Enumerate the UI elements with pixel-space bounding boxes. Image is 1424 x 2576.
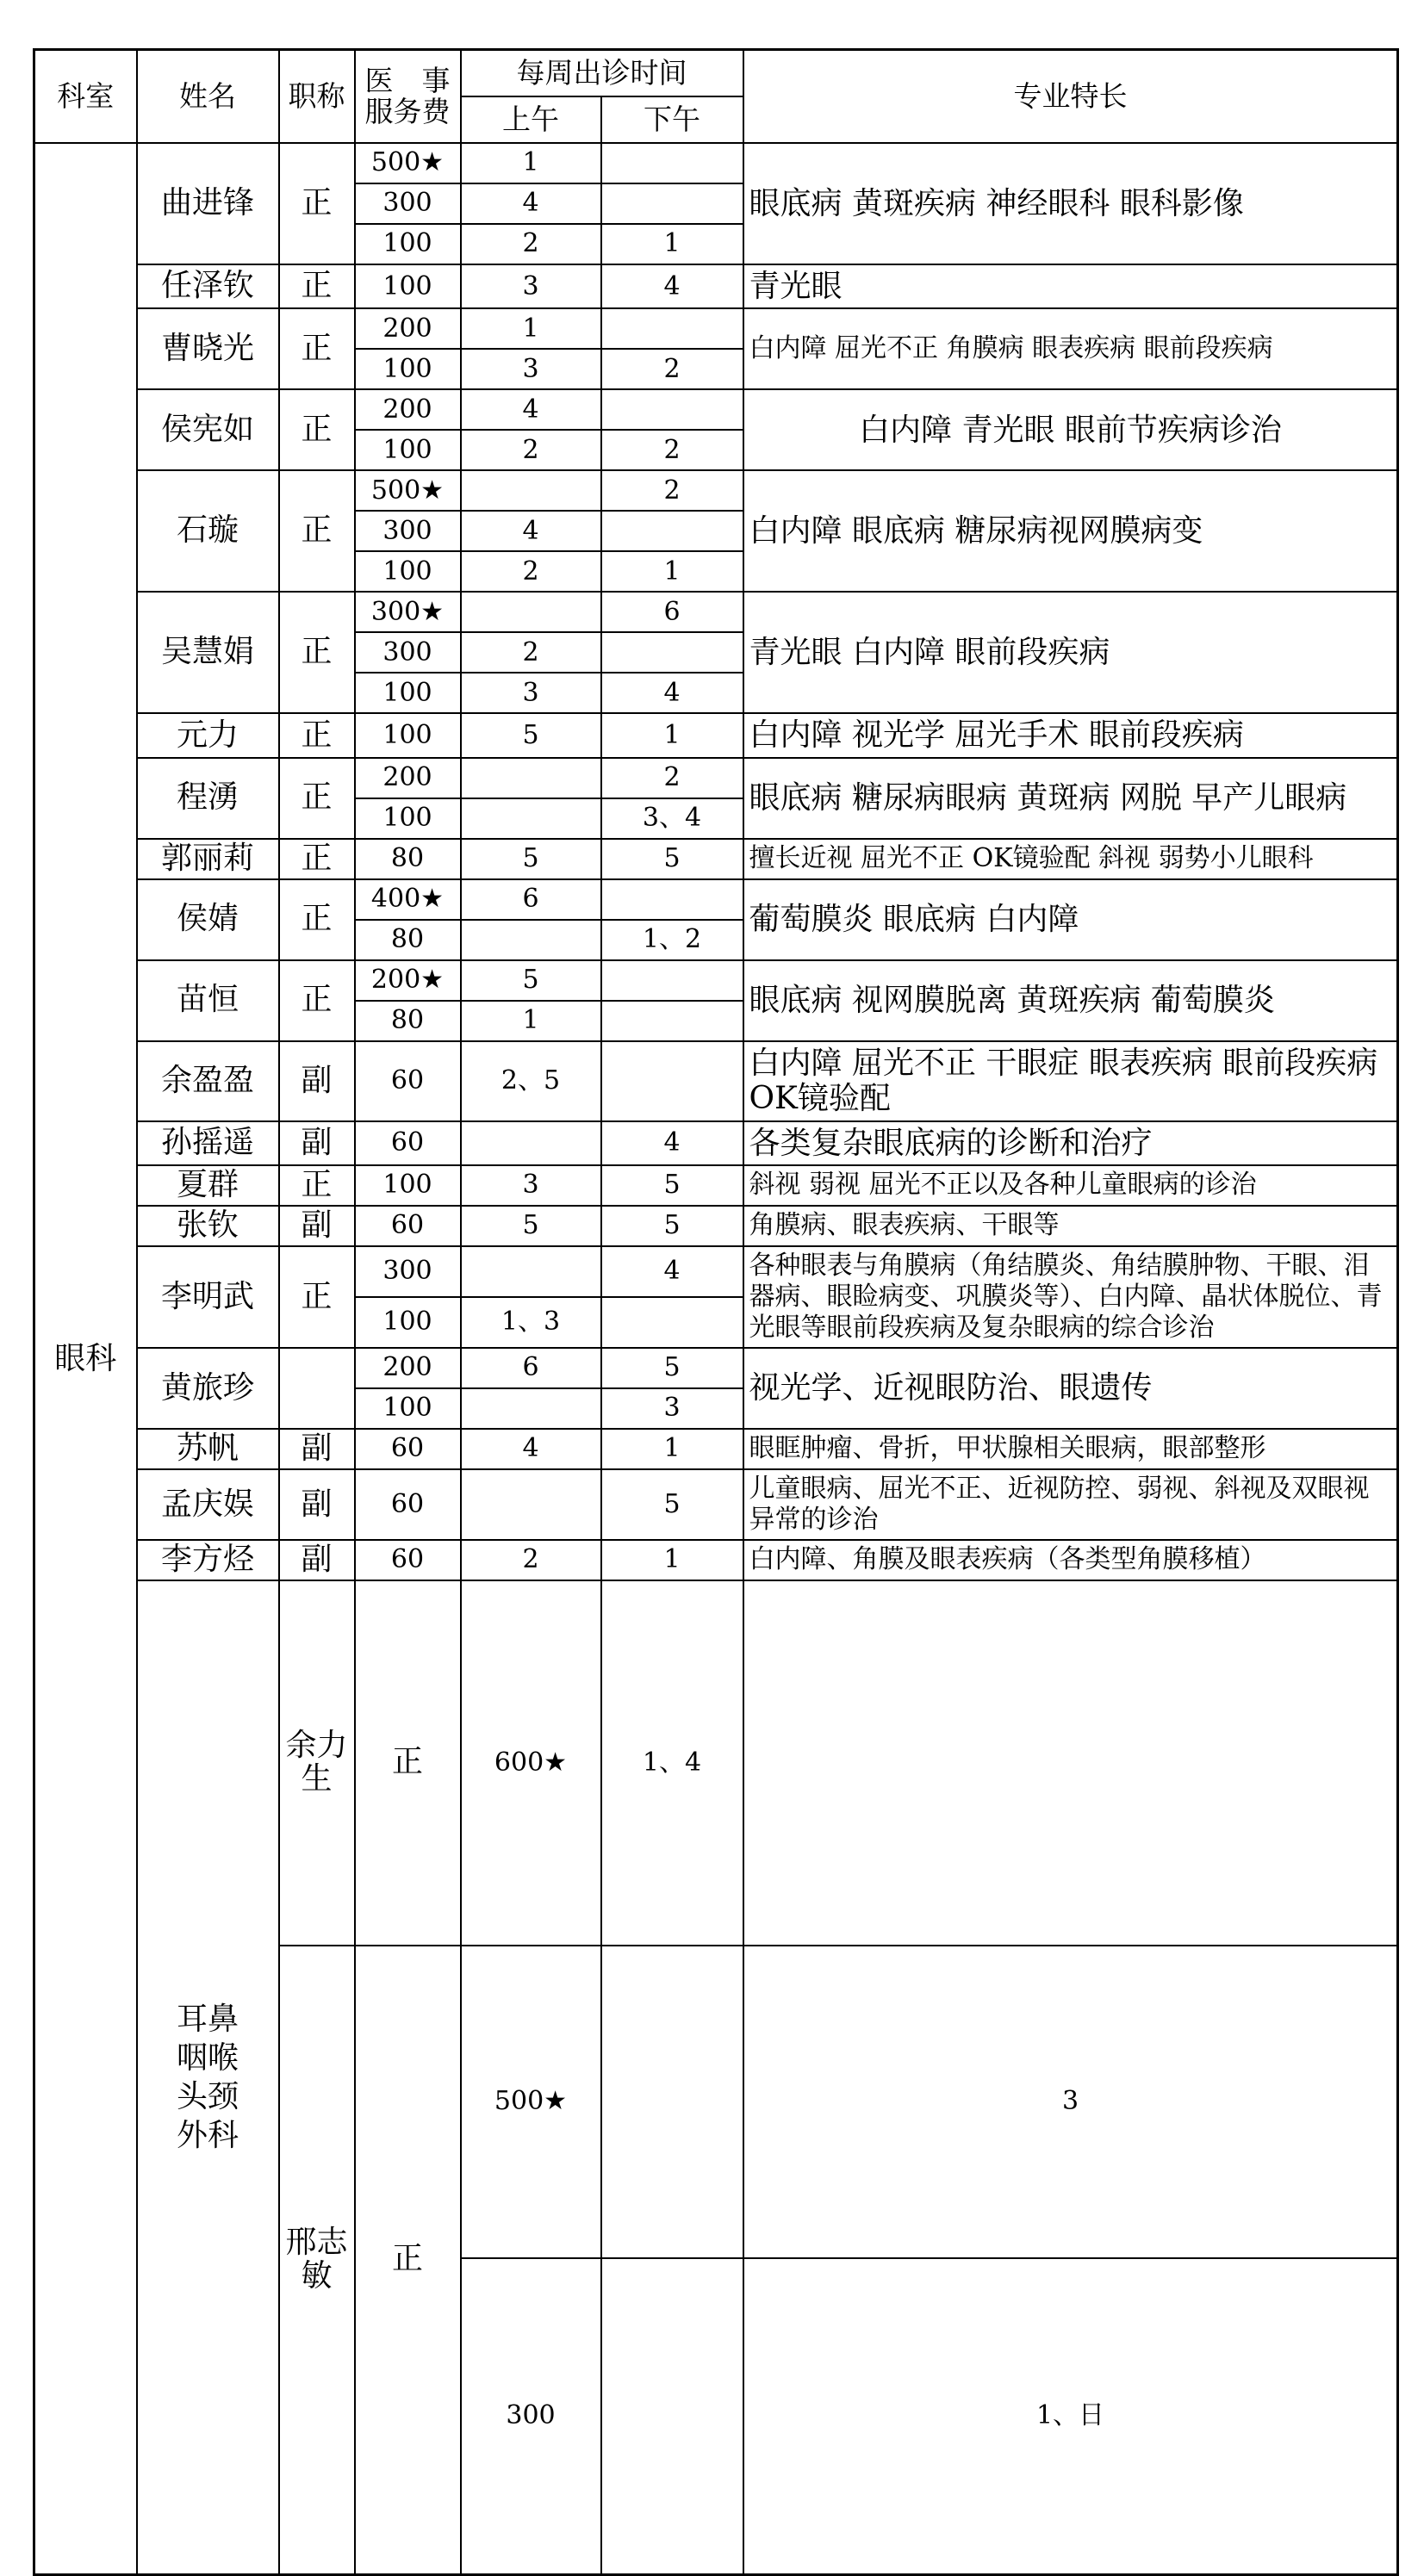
- pm-cell: 3、4: [601, 798, 743, 839]
- header-dept: 科室: [34, 50, 137, 144]
- fee-cell: 300: [461, 2258, 601, 2574]
- pm-cell: 1: [601, 1540, 743, 1580]
- header-pm: 下午: [601, 96, 743, 143]
- am-cell: 3: [461, 673, 601, 713]
- doctor-title: 正: [279, 1165, 355, 1206]
- doctor-name: 李明武: [137, 1246, 279, 1348]
- fee-cell: 60: [355, 1121, 461, 1165]
- header-fee-line1: 医 事: [364, 64, 451, 98]
- pm-cell: [743, 1580, 1398, 1946]
- am-cell: [461, 1388, 601, 1429]
- dept-ent-line: 咽喉: [176, 2039, 239, 2076]
- fee-cell: 100: [355, 349, 461, 389]
- doctor-title: 正: [279, 308, 355, 389]
- doctor-title: 副: [279, 1206, 355, 1246]
- pm-cell: 6: [601, 592, 743, 632]
- am-cell: 3: [461, 264, 601, 308]
- pm-cell: 4: [601, 673, 743, 713]
- am-cell: [461, 1121, 601, 1165]
- pm-cell: 2: [601, 430, 743, 470]
- header-name: 姓名: [137, 50, 279, 144]
- pm-cell: 2: [601, 758, 743, 798]
- doctor-name: 余力生: [279, 1580, 355, 1946]
- doctor-title: 正: [279, 879, 355, 960]
- fee-cell: 100: [355, 551, 461, 592]
- am-cell: 5: [461, 713, 601, 757]
- fee-cell: 60: [355, 1429, 461, 1469]
- specialty-cell: 视光学、近视眼防治、眼遗传: [743, 1348, 1398, 1429]
- doctor-title: [279, 1348, 355, 1429]
- specialty-cell: 各种眼表与角膜病（角结膜炎、角结膜肿物、干眼、泪器病、眼睑病变、巩膜炎等）、白内障、晶状体脱位、青光眼等眼前段疾病及复杂眼病的综合诊治: [743, 1246, 1398, 1348]
- pm-cell: 1: [601, 1429, 743, 1469]
- doctor-title: 正: [279, 592, 355, 713]
- doctor-title: 正: [355, 1946, 461, 2575]
- am-cell: 4: [461, 511, 601, 551]
- fee-cell: 300: [355, 632, 461, 673]
- specialty-cell: 白内障、角膜及眼表疾病（各类型角膜移植）: [743, 1540, 1398, 1580]
- fee-cell: 100: [355, 1165, 461, 1206]
- dept-ent: [137, 1580, 279, 2574]
- doctor-title: 正: [279, 839, 355, 879]
- fee-cell: 200: [355, 308, 461, 349]
- doctor-name: 曹晓光: [137, 308, 279, 389]
- am-cell: 5: [461, 960, 601, 1001]
- fee-cell: 60: [355, 1206, 461, 1246]
- fee-cell: 200★: [355, 960, 461, 1001]
- fee-cell: 100: [355, 1297, 461, 1348]
- am-cell: [461, 758, 601, 798]
- doctor-title: 正: [279, 389, 355, 470]
- am-cell: 4: [461, 183, 601, 224]
- pm-cell: [601, 1297, 743, 1348]
- am-cell: [601, 1946, 743, 2258]
- doctor-name: 李方烃: [137, 1540, 279, 1580]
- pm-cell: [601, 1041, 743, 1121]
- am-cell: [461, 470, 601, 511]
- doctor-name: 侯宪如: [137, 389, 279, 470]
- pm-cell: [601, 1001, 743, 1041]
- fee-cell: 100: [355, 673, 461, 713]
- fee-cell: 80: [355, 839, 461, 879]
- fee-cell: 80: [355, 920, 461, 960]
- fee-cell: 60: [355, 1041, 461, 1121]
- specialty-cell: 眼底病 糖尿病眼病 黄斑病 网脱 早产儿眼病: [743, 758, 1398, 839]
- pm-cell: [601, 632, 743, 673]
- doctor-name: 孟庆娱: [137, 1469, 279, 1540]
- am-cell: 1、4: [601, 1580, 743, 1946]
- fee-cell: 100: [355, 224, 461, 264]
- dept-ophthalmology: 眼科: [34, 143, 137, 2574]
- specialty-cell: 白内障 屈光不正 干眼症 眼表疾病 眼前段疾病 OK镜验配: [743, 1041, 1398, 1121]
- pm-cell: 4: [601, 1121, 743, 1165]
- dept-ent-line: 外科: [176, 2117, 239, 2153]
- fee-cell: 200: [355, 758, 461, 798]
- doctor-title: 正: [355, 1580, 461, 1946]
- pm-cell: 2: [601, 349, 743, 389]
- fee-cell: 200: [355, 389, 461, 430]
- pm-cell: 4: [601, 1246, 743, 1297]
- doctor-name: 元力: [137, 713, 279, 757]
- fee-cell: 300: [355, 183, 461, 224]
- am-cell: 6: [461, 1348, 601, 1388]
- fee-cell: 60: [355, 1469, 461, 1540]
- fee-cell: 100: [355, 713, 461, 757]
- doctor-title: 正: [279, 143, 355, 264]
- pm-cell: [601, 879, 743, 920]
- am-cell: 4: [461, 389, 601, 430]
- doctor-title: 副: [279, 1540, 355, 1580]
- am-cell: 1: [461, 143, 601, 183]
- specialty-cell: 斜视 弱视 屈光不正以及各种儿童眼病的诊治: [743, 1165, 1398, 1206]
- doctor-name: 苏帆: [137, 1429, 279, 1469]
- doctor-name: 曲进锋: [137, 143, 279, 264]
- header-title: 职称: [279, 50, 355, 144]
- am-cell: 1: [461, 308, 601, 349]
- header-fee: [355, 50, 461, 144]
- pm-cell: 5: [601, 1469, 743, 1540]
- fee-cell: 600★: [461, 1580, 601, 1946]
- am-cell: [461, 920, 601, 960]
- fee-cell: 500★: [461, 1946, 601, 2258]
- doctor-name: 苗恒: [137, 960, 279, 1041]
- doctor-name: 程湧: [137, 758, 279, 839]
- clinic-schedule-table: [33, 48, 1399, 2576]
- pm-cell: [601, 389, 743, 430]
- doctor-name: 侯婧: [137, 879, 279, 960]
- fee-cell: 500★: [355, 143, 461, 183]
- doctor-name: 夏群: [137, 1165, 279, 1206]
- specialty-cell: 角膜病、眼表疾病、干眼等: [743, 1206, 1398, 1246]
- am-cell: 5: [461, 839, 601, 879]
- doctor-title: 副: [279, 1429, 355, 1469]
- specialty-cell: 白内障 青光眼 眼前节疾病诊治: [743, 389, 1398, 470]
- specialty-cell: 擅长近视 屈光不正 OK镜验配 斜视 弱势小儿眼科: [743, 839, 1398, 879]
- am-cell: 1: [461, 1001, 601, 1041]
- am-cell: 5: [461, 1206, 601, 1246]
- specialty-cell: 青光眼 白内障 眼前段疾病: [743, 592, 1398, 713]
- am-cell: 6: [461, 879, 601, 920]
- doctor-name: 任泽钦: [137, 264, 279, 308]
- am-cell: [601, 2258, 743, 2574]
- doctor-title: 正: [279, 758, 355, 839]
- pm-cell: [601, 143, 743, 183]
- am-cell: 3: [461, 349, 601, 389]
- am-cell: 1、3: [461, 1297, 601, 1348]
- pm-cell: [601, 308, 743, 349]
- doctor-title: 正: [279, 960, 355, 1041]
- pm-cell: 1、2: [601, 920, 743, 960]
- doctor-name: 吴慧娟: [137, 592, 279, 713]
- header-specialty: 专业特长: [743, 50, 1398, 144]
- fee-cell: 80: [355, 1001, 461, 1041]
- doctor-name: 石璇: [137, 470, 279, 592]
- fee-cell: 300: [355, 511, 461, 551]
- doctor-name: 黄旅珍: [137, 1348, 279, 1429]
- specialty-cell: 白内障 屈光不正 角膜病 眼表疾病 眼前段疾病: [743, 308, 1398, 389]
- pm-cell: [601, 511, 743, 551]
- fee-cell: 100: [355, 264, 461, 308]
- am-cell: [461, 798, 601, 839]
- dept-ent-line: 头颈: [176, 2078, 239, 2114]
- pm-cell: 1: [601, 713, 743, 757]
- specialty-cell: 各类复杂眼底病的诊断和治疗: [743, 1121, 1398, 1165]
- doctor-title: 正: [279, 470, 355, 592]
- header-fee-line2: 服务费: [364, 95, 451, 128]
- fee-cell: 100: [355, 1388, 461, 1429]
- specialty-cell: 眼底病 黄斑疾病 神经眼科 眼科影像: [743, 143, 1398, 264]
- pm-cell: 3: [743, 1946, 1398, 2258]
- pm-cell: 4: [601, 264, 743, 308]
- dept-ent-line: 耳鼻: [176, 2001, 239, 2037]
- am-cell: 2: [461, 430, 601, 470]
- am-cell: 4: [461, 1429, 601, 1469]
- am-cell: 2: [461, 632, 601, 673]
- pm-cell: 5: [601, 1206, 743, 1246]
- specialty-cell: 青光眼: [743, 264, 1398, 308]
- am-cell: [461, 1469, 601, 1540]
- doctor-title: 正: [279, 264, 355, 308]
- doctor-name: 邢志敏: [279, 1946, 355, 2575]
- doctor-name: 郭丽莉: [137, 839, 279, 879]
- pm-cell: 2: [601, 470, 743, 511]
- fee-cell: 100: [355, 798, 461, 839]
- fee-cell: 60: [355, 1540, 461, 1580]
- fee-cell: 100: [355, 430, 461, 470]
- am-cell: [461, 592, 601, 632]
- am-cell: 3: [461, 1165, 601, 1206]
- am-cell: 2: [461, 224, 601, 264]
- doctor-title: 副: [279, 1121, 355, 1165]
- doctor-title: 副: [279, 1469, 355, 1540]
- am-cell: 2: [461, 1540, 601, 1580]
- specialty-cell: 白内障 视光学 屈光手术 眼前段疾病: [743, 713, 1398, 757]
- specialty-cell: 儿童眼病、屈光不正、近视防控、弱视、斜视及双眼视异常的诊治: [743, 1469, 1398, 1540]
- am-cell: [461, 1246, 601, 1297]
- specialty-cell: 眼底病 视网膜脱离 黄斑疾病 葡萄膜炎: [743, 960, 1398, 1041]
- fee-cell: 300: [355, 1246, 461, 1297]
- pm-cell: 1、日: [743, 2258, 1398, 2574]
- pm-cell: 5: [601, 839, 743, 879]
- doctor-title: 副: [279, 1041, 355, 1121]
- header-am: 上午: [461, 96, 601, 143]
- fee-cell: 200: [355, 1348, 461, 1388]
- am-cell: 2: [461, 551, 601, 592]
- fee-cell: 300★: [355, 592, 461, 632]
- am-cell: 2、5: [461, 1041, 601, 1121]
- pm-cell: [601, 183, 743, 224]
- doctor-name: 余盈盈: [137, 1041, 279, 1121]
- pm-cell: 5: [601, 1348, 743, 1388]
- doctor-title: 正: [279, 713, 355, 757]
- pm-cell: 5: [601, 1165, 743, 1206]
- specialty-cell: 葡萄膜炎 眼底病 白内障: [743, 879, 1398, 960]
- doctor-title: 正: [279, 1246, 355, 1348]
- specialty-cell: 眼眶肿瘤、骨折，甲状腺相关眼病，眼部整形: [743, 1429, 1398, 1469]
- pm-cell: 3: [601, 1388, 743, 1429]
- header-schedule: 每周出诊时间: [461, 50, 743, 97]
- fee-cell: 500★: [355, 470, 461, 511]
- specialty-cell: 白内障 眼底病 糖尿病视网膜病变: [743, 470, 1398, 592]
- fee-cell: 400★: [355, 879, 461, 920]
- pm-cell: [601, 960, 743, 1001]
- pm-cell: 1: [601, 551, 743, 592]
- doctor-name: 张钦: [137, 1206, 279, 1246]
- doctor-name: 孙摇遥: [137, 1121, 279, 1165]
- pm-cell: 1: [601, 224, 743, 264]
